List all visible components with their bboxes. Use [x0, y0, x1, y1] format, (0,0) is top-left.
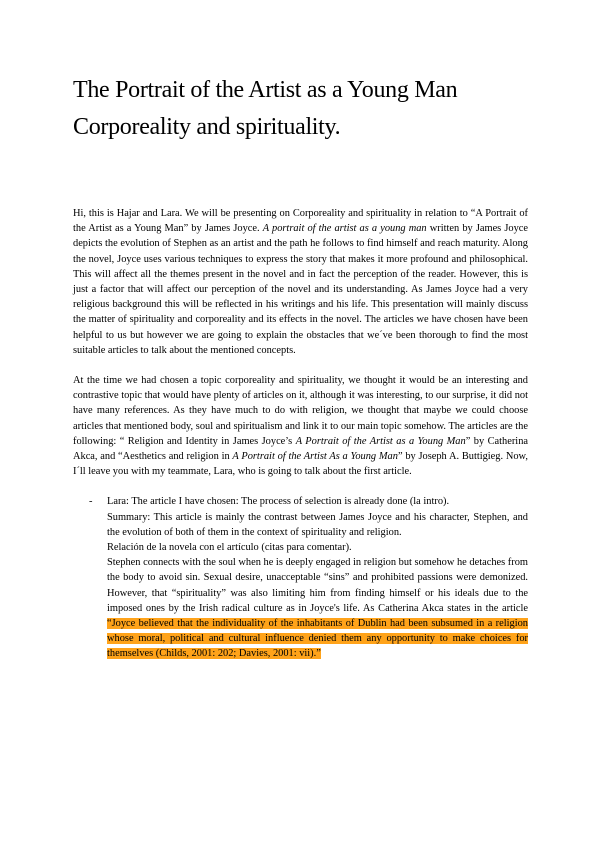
list-line-summary: Summary: This article is mainly the contrast between James Joyce and his character, Stephen, and the evolution of both of them in the context of spirituality and religion.: [107, 511, 528, 538]
articles-text-c: ” by Joseph A. Buttigieg. Now, I´ll leave you with my teammate, Lara, who is going to talk about the first article.: [73, 451, 528, 478]
list-line-relation: Relación de la novela con el artículo (citas para comentar).: [107, 542, 352, 554]
title-line-2: Corporeality and spirituality.: [73, 114, 341, 140]
articles-paragraph: [73, 373, 528, 479]
title-line-1: The Portrait of the Artist as a Young Man: [73, 77, 458, 103]
articles-book-title-1: A Portrait of the Artist as a Young Man: [295, 435, 466, 447]
articles-text-a: At the time we had chosen a topic corporeality and spirituality, we thought it would be an interesting and contrastive topic that would have plenty of articles on it, although it was interesting, to our surprise, it did not have many references. As they have much to do with religion, we thought that maybe we could choose articles that mentioned body, soul and spiritualism and link it to our main topic somehow. The articles are the following: “ Religion and Identity in James Joyce’s: [73, 375, 528, 447]
intro-paragraph: [73, 206, 528, 358]
document-body: [73, 206, 528, 662]
articles-text-b: ” by Catherina Akca, and “Aesthetics and religion in: [73, 435, 528, 463]
analysis-text: Stephen connects with the soul when he is deeply engaged in religion but somehow he detaches from the body to avoid sin. Sexual desire, unacceptable “sins” and prohibited passions were demonized. However, that “spirituality” was also limiting him from finding himself or his ideals due to the imposed ones by the Irish radical culture as in Joyce's life. As Catherina Akca states in the article: [107, 557, 528, 614]
document-title: [73, 72, 543, 146]
list-item: [73, 494, 528, 661]
intro-book-title: A portrait of the artist as a young man: [262, 223, 427, 235]
intro-text-b: written by James Joyce depicts the evolution of Stephen as an artist and the path he follows to find himself and reach maturity. Along the novel, Joyce uses various techniques to express the story that makes it more profound and philosophical. This will affect all the themes present in the novel and in fact the perception of the reader. However, this is just a factor that will affect our perception of the novel and its understanding. As James Joyce had a very religious background this will be reflected in his writings and his life. This presentation will mainly discuss the matter of spirituality and corporeality and its effects in the novel. The articles we have chosen have been helpful to us but however we are going to explain the obstacles that we´ve been thorough to find the most suitable articles to talk about the mentioned concepts.: [73, 223, 529, 356]
highlighted-quote: “Joyce believed that the individuality of the inhabitants of Dublin had been subsumed in a religion whose moral, political and cultural influence denied them any opportunity to make choices for themselves (Childs, 2001: 202; Davies, 2001: vii).”: [107, 618, 528, 660]
list-dash: -: [89, 496, 93, 508]
notes-list: [73, 494, 528, 661]
list-line-analysis: [107, 555, 528, 661]
intro-text-a: Hi, this is Hajar and Lara. We will be presenting on Corporeality and spirituality in relation to “A Portrait of the Artist as a Young Man” by James Joyce.: [73, 208, 528, 235]
articles-book-title-2: A Portrait of the Artist As a Young Man: [232, 451, 398, 463]
list-line-article: Lara: The article I have chosen: The process of selection is already done (la intro).: [107, 496, 450, 508]
